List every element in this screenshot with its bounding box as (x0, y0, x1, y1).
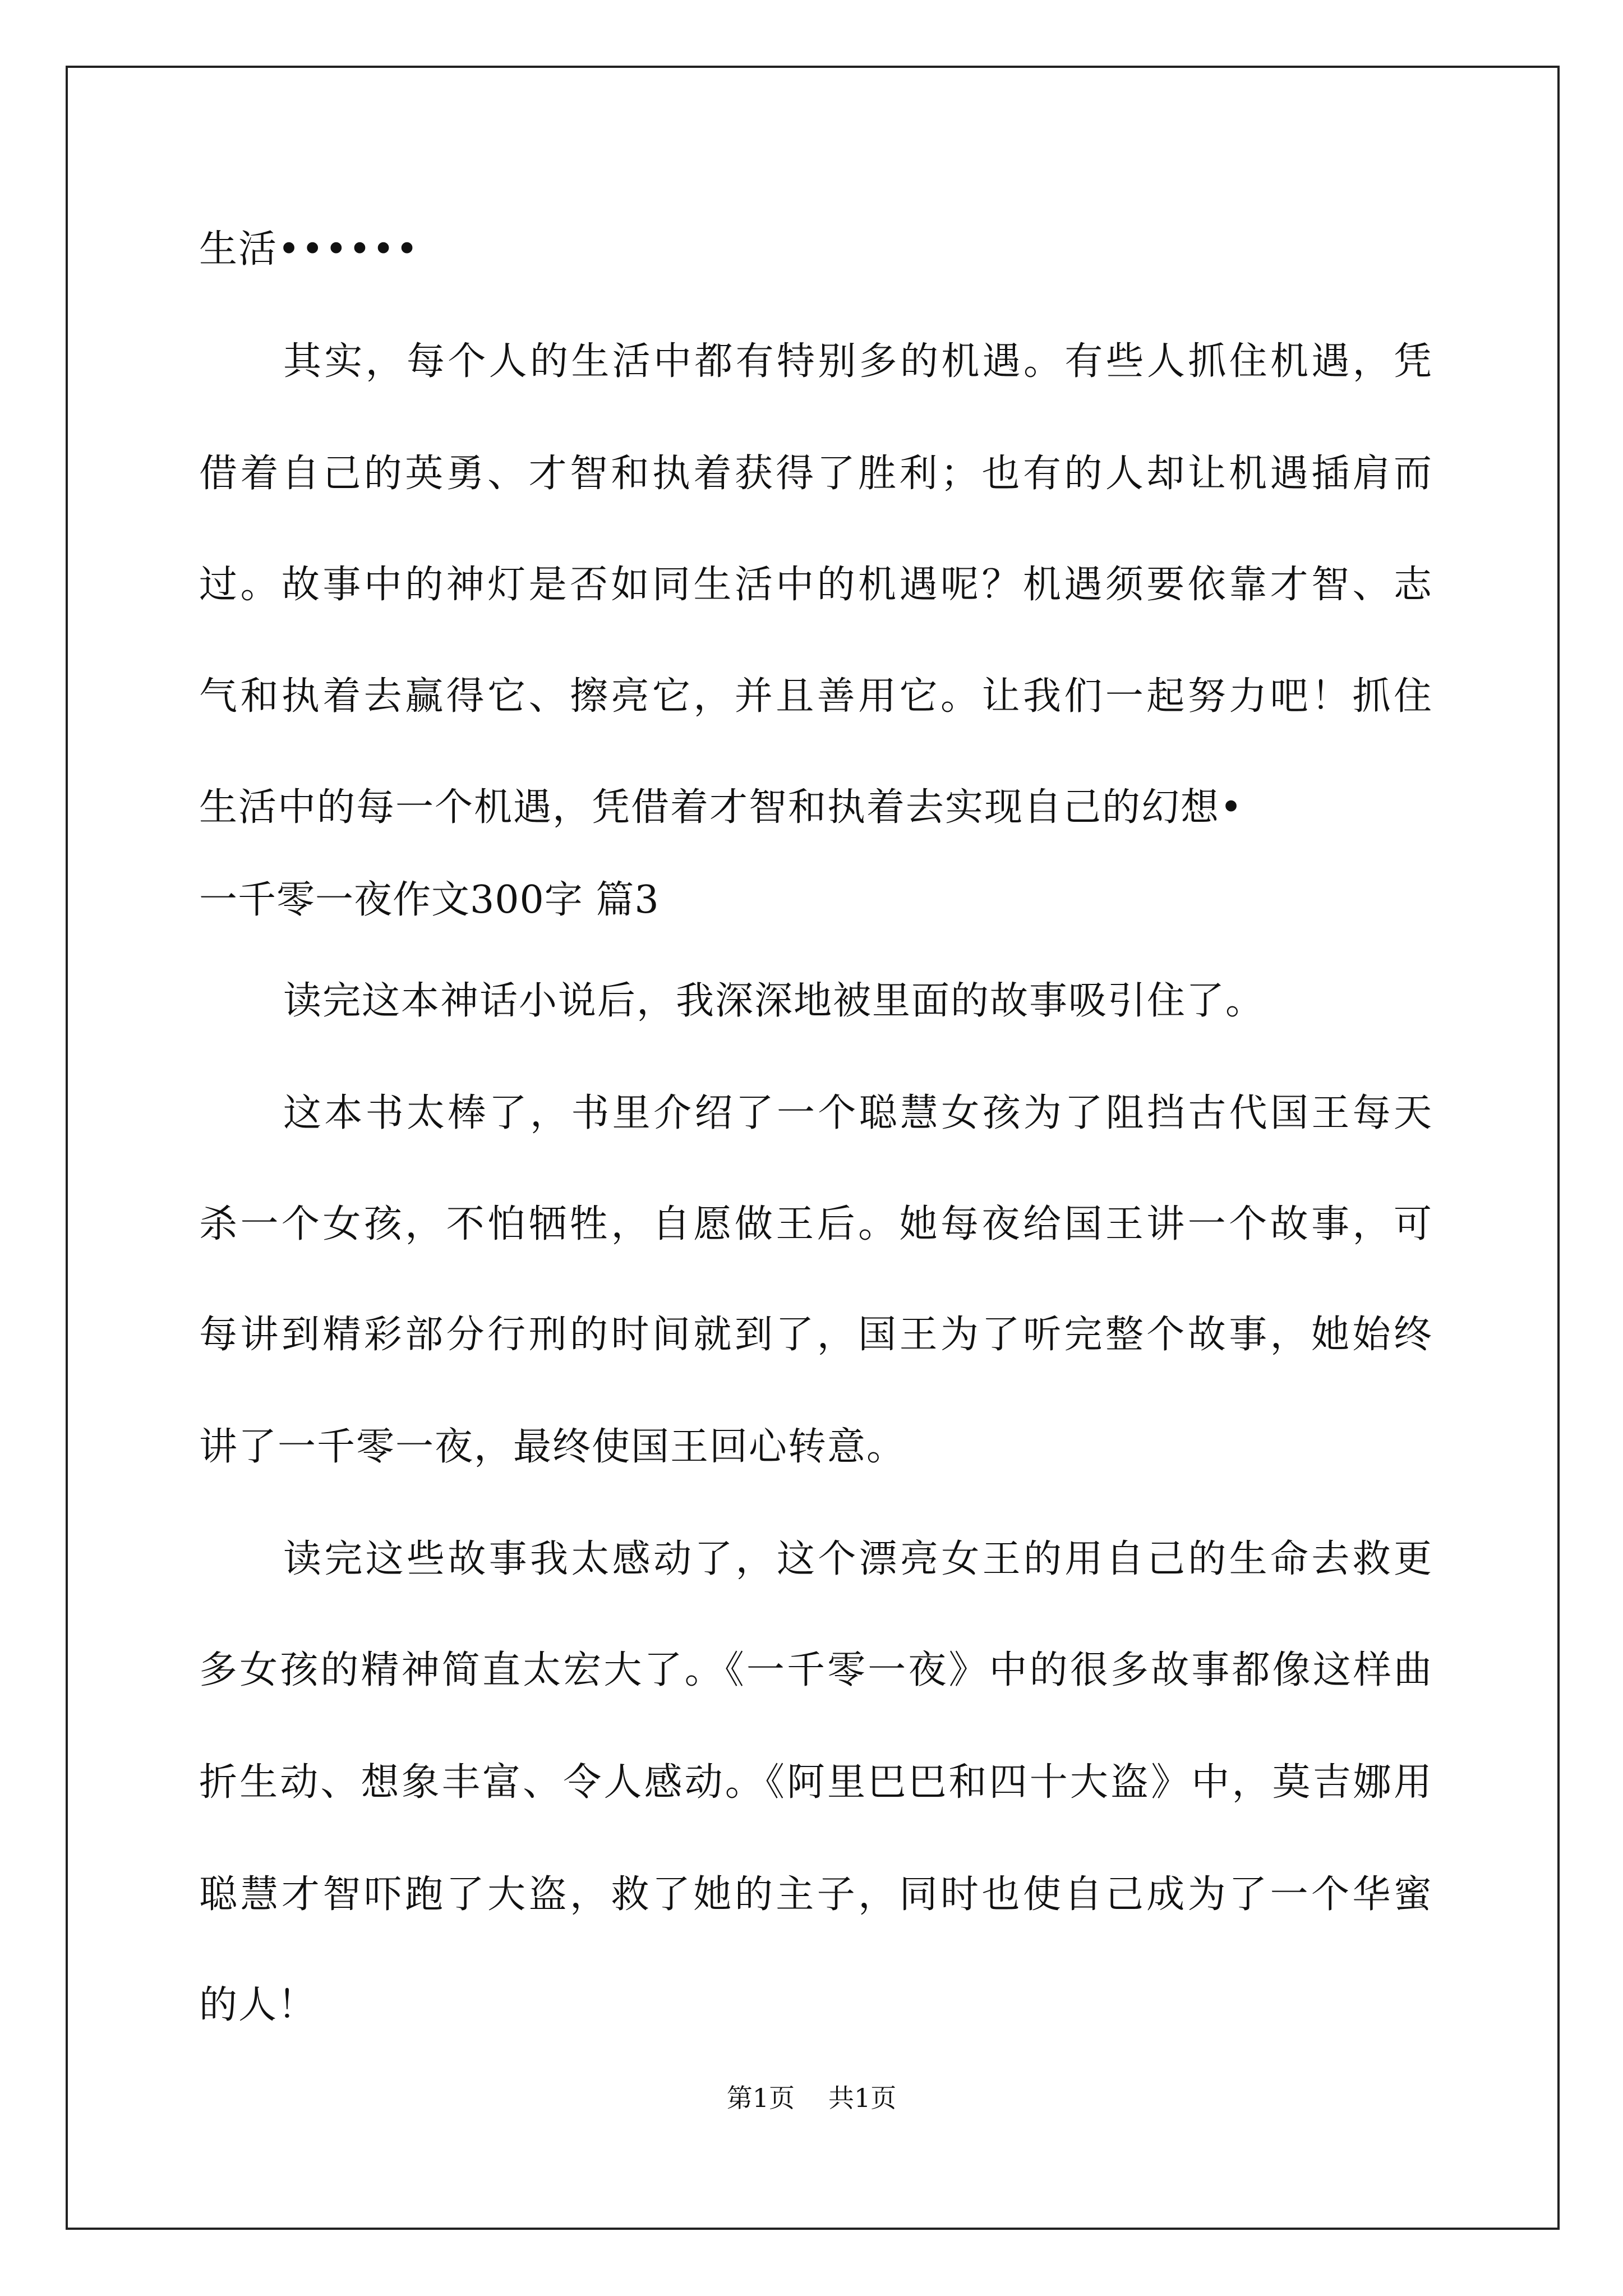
paragraph-line: 生活中的每一个机遇，凭借着才智和执着去实现自己的幻想• (199, 785, 1244, 830)
page-footer (0, 2081, 1623, 2115)
paragraph-line: 聪慧才智吓跑了大盗，救了她的主子，同时也使自己成为了一个华蜜 (199, 1872, 1433, 1917)
paragraph-line: 借着自己的英勇、才智和执着获得了胜利；也有的人却让机遇插肩而 (199, 452, 1433, 496)
paragraph-line: 这本书太棒了，书里介绍了一个聪慧女孩为了阻挡古代国王每天 (283, 1091, 1433, 1135)
paragraph-line: 的人！ (199, 1983, 317, 2027)
paragraph-line: 读完这些故事我太感动了，这个漂亮女王的用自己的生命去救更 (283, 1537, 1433, 1581)
page-number-total: 共1页 (828, 2083, 897, 2113)
paragraph-line: 折生动、想象丰富、令人感动。《阿里巴巴和四十大盗》中，莫吉娜用 (199, 1760, 1433, 1805)
paragraph-line: 读完这本神话小说后，我深深地被里面的故事吸引住了。 (283, 979, 1265, 1023)
paragraph-line: 生活•••••• (199, 227, 419, 272)
paragraph-line: 讲了一千零一夜，最终使国王回心转意。 (199, 1425, 906, 1469)
paragraph-line: 气和执着去赢得它、擦亮它，并且善用它。让我们一起努力吧！抓住 (199, 674, 1433, 719)
paragraph-line: 多女孩的精神简直太宏大了。《一千零一夜》中的很多故事都像这样曲 (199, 1648, 1433, 1692)
paragraph-line: 杀一个女孩，不怕牺牲，自愿做王后。她每夜给国王讲一个故事，可 (199, 1202, 1433, 1246)
paragraph-line: 每讲到精彩部分行刑的时间就到了，国王为了听完整个故事，她始终 (199, 1313, 1433, 1357)
section-heading: 一千零一夜作文300字 篇3 (199, 878, 660, 922)
paragraph-line: 过。故事中的神灯是否如同生活中的机遇呢？机遇须要依靠才智、志 (199, 563, 1433, 607)
paragraph-line: 其实，每个人的生活中都有特别多的机遇。有些人抓住机遇，凭 (283, 339, 1433, 384)
page-number-current: 第1页 (726, 2083, 795, 2113)
